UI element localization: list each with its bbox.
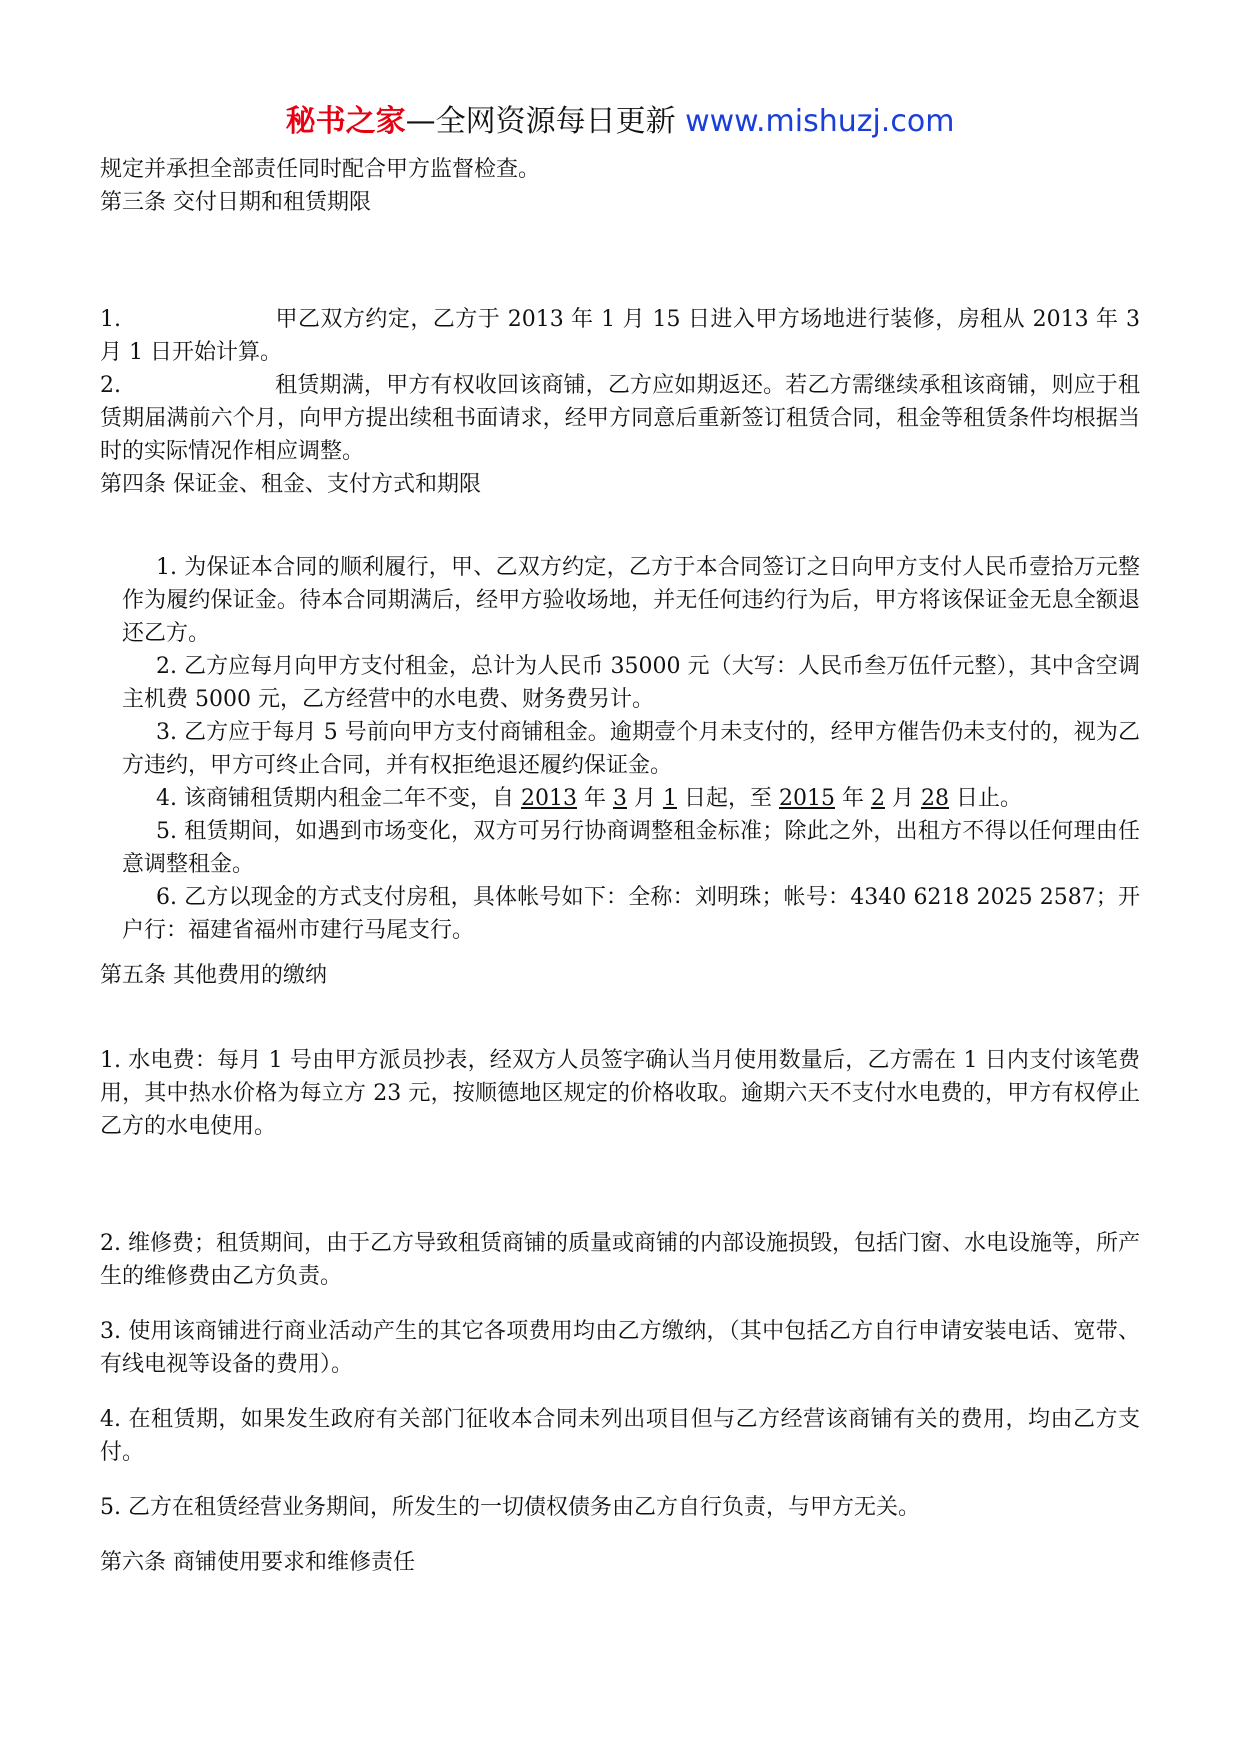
- paragraph-continuation: 规定并承担全部责任同时配合甲方监督检查。: [100, 157, 541, 182]
- clause-number: 2.: [100, 373, 121, 398]
- start-year: 2013: [520, 786, 577, 811]
- clause-text: 甲乙双方约定，乙方于 2013 年 1 月 15 日进入甲方场地进行装修，房租从 2013 年 3 月 1 日开始计算。: [100, 307, 1140, 365]
- clause-text: 日止。: [948, 786, 1022, 811]
- clause-5-1: 1. 水电费：每月 1 号由甲方派员抄表，经双方人员签字确认当月使用数量后，乙方需在 1 日内支付该笔费用，其中热水价格为每立方 23 元，按顺德地区规定的价格收取。逾期六天不支付水电费的，甲方有权停止乙方的水电使用。: [100, 1048, 1140, 1139]
- end-month: 2: [870, 786, 885, 811]
- clause-3-2: [100, 369, 1140, 468]
- clause-5-5: 5. 乙方在租赁经营业务期间，所发生的一切债权债务由乙方自行负责，与甲方无关。: [100, 1495, 920, 1520]
- clause-5-4: 4. 在租赁期，如果发生政府有关部门征收本合同未列出项目但与乙方经营该商铺有关的费用，均由乙方支付。: [100, 1407, 1140, 1465]
- clause-4-6: 6. 乙方以现金的方式支付房租，具体帐号如下：全称：刘明珠；帐号：4340 6218 2025 2587；开户行：福建省福州市建行马尾支行。: [122, 885, 1140, 943]
- clause-text: 日起，至: [676, 786, 779, 811]
- section-4-title: 第四条 保证金、租金、支付方式和期限: [100, 472, 481, 497]
- section-6-title: 第六条 商铺使用要求和维修责任: [100, 1550, 415, 1575]
- clause-4-2: 2. 乙方应每月向甲方支付租金，总计为人民币 35000 元（大写：人民币叁万伍仟元整），其中含空调主机费 5000 元，乙方经营中的水电费、财务费另计。: [122, 654, 1140, 712]
- clause-4-3: 3. 乙方应于每月 5 号前向甲方支付商铺租金。逾期壹个月未支付的，经甲方催告仍未支付的，视为乙方违约，甲方可终止合同，并有权拒绝退还履约保证金。: [122, 720, 1140, 778]
- clause-4-5: 5. 租赁期间，如遇到市场变化，双方可另行协商调整租金标准；除此之外，出租方不得以任何理由任意调整租金。: [122, 819, 1140, 877]
- end-year: 2015: [778, 786, 835, 811]
- clause-4-1: 1. 为保证本合同的顺利履行，甲、乙双方约定，乙方于本合同签订之日向甲方支付人民币壹拾万元整作为履约保证金。待本合同期满后，经甲方验收场地，并无任何违约行为后，甲方将该保证金无息全额退还乙方。: [122, 555, 1140, 646]
- clause-3-1: [100, 303, 1140, 369]
- clause-4-4: [100, 782, 1140, 815]
- clause-text: 4. 该商铺租赁期内租金二年不变，自: [156, 786, 521, 811]
- section-3-title: 第三条 交付日期和租赁期限: [100, 190, 371, 215]
- start-day: 1: [662, 786, 677, 811]
- clause-text: 年: [576, 786, 613, 811]
- clause-5-2: 2. 维修费；租赁期间，由于乙方导致租赁商铺的质量或商铺的内部设施损毁，包括门窗、水电设施等，所产生的维修费由乙方负责。: [100, 1231, 1140, 1289]
- clause-number: 1.: [100, 307, 121, 332]
- clause-text: 月: [626, 786, 663, 811]
- section-5-title: 第五条 其他费用的缴纳: [100, 963, 327, 988]
- banner-slogan: —全网资源每日更新: [405, 104, 676, 139]
- brand-name: 秘书之家: [285, 104, 406, 139]
- clause-text: 年: [834, 786, 871, 811]
- start-month: 3: [612, 786, 627, 811]
- end-day: 28: [920, 786, 949, 811]
- site-banner: [0, 100, 1240, 144]
- site-url-link[interactable]: www.mishuzj.com: [675, 104, 955, 139]
- clause-5-3: 3. 使用该商铺进行商业活动产生的其它各项费用均由乙方缴纳，（其中包括乙方自行申请安装电话、宽带、有线电视等设备的费用）。: [100, 1319, 1140, 1377]
- clause-text: 月: [884, 786, 921, 811]
- document-body: [100, 153, 1140, 1579]
- clause-text: 租赁期满，甲方有权收回该商铺，乙方应如期返还。若乙方需继续承租该商铺，则应于租赁期届满前六个月，向甲方提出续租书面请求，经甲方同意后重新签订租赁合同，租金等租赁条件均根据当时的实际情况作相应调整。: [100, 373, 1140, 464]
